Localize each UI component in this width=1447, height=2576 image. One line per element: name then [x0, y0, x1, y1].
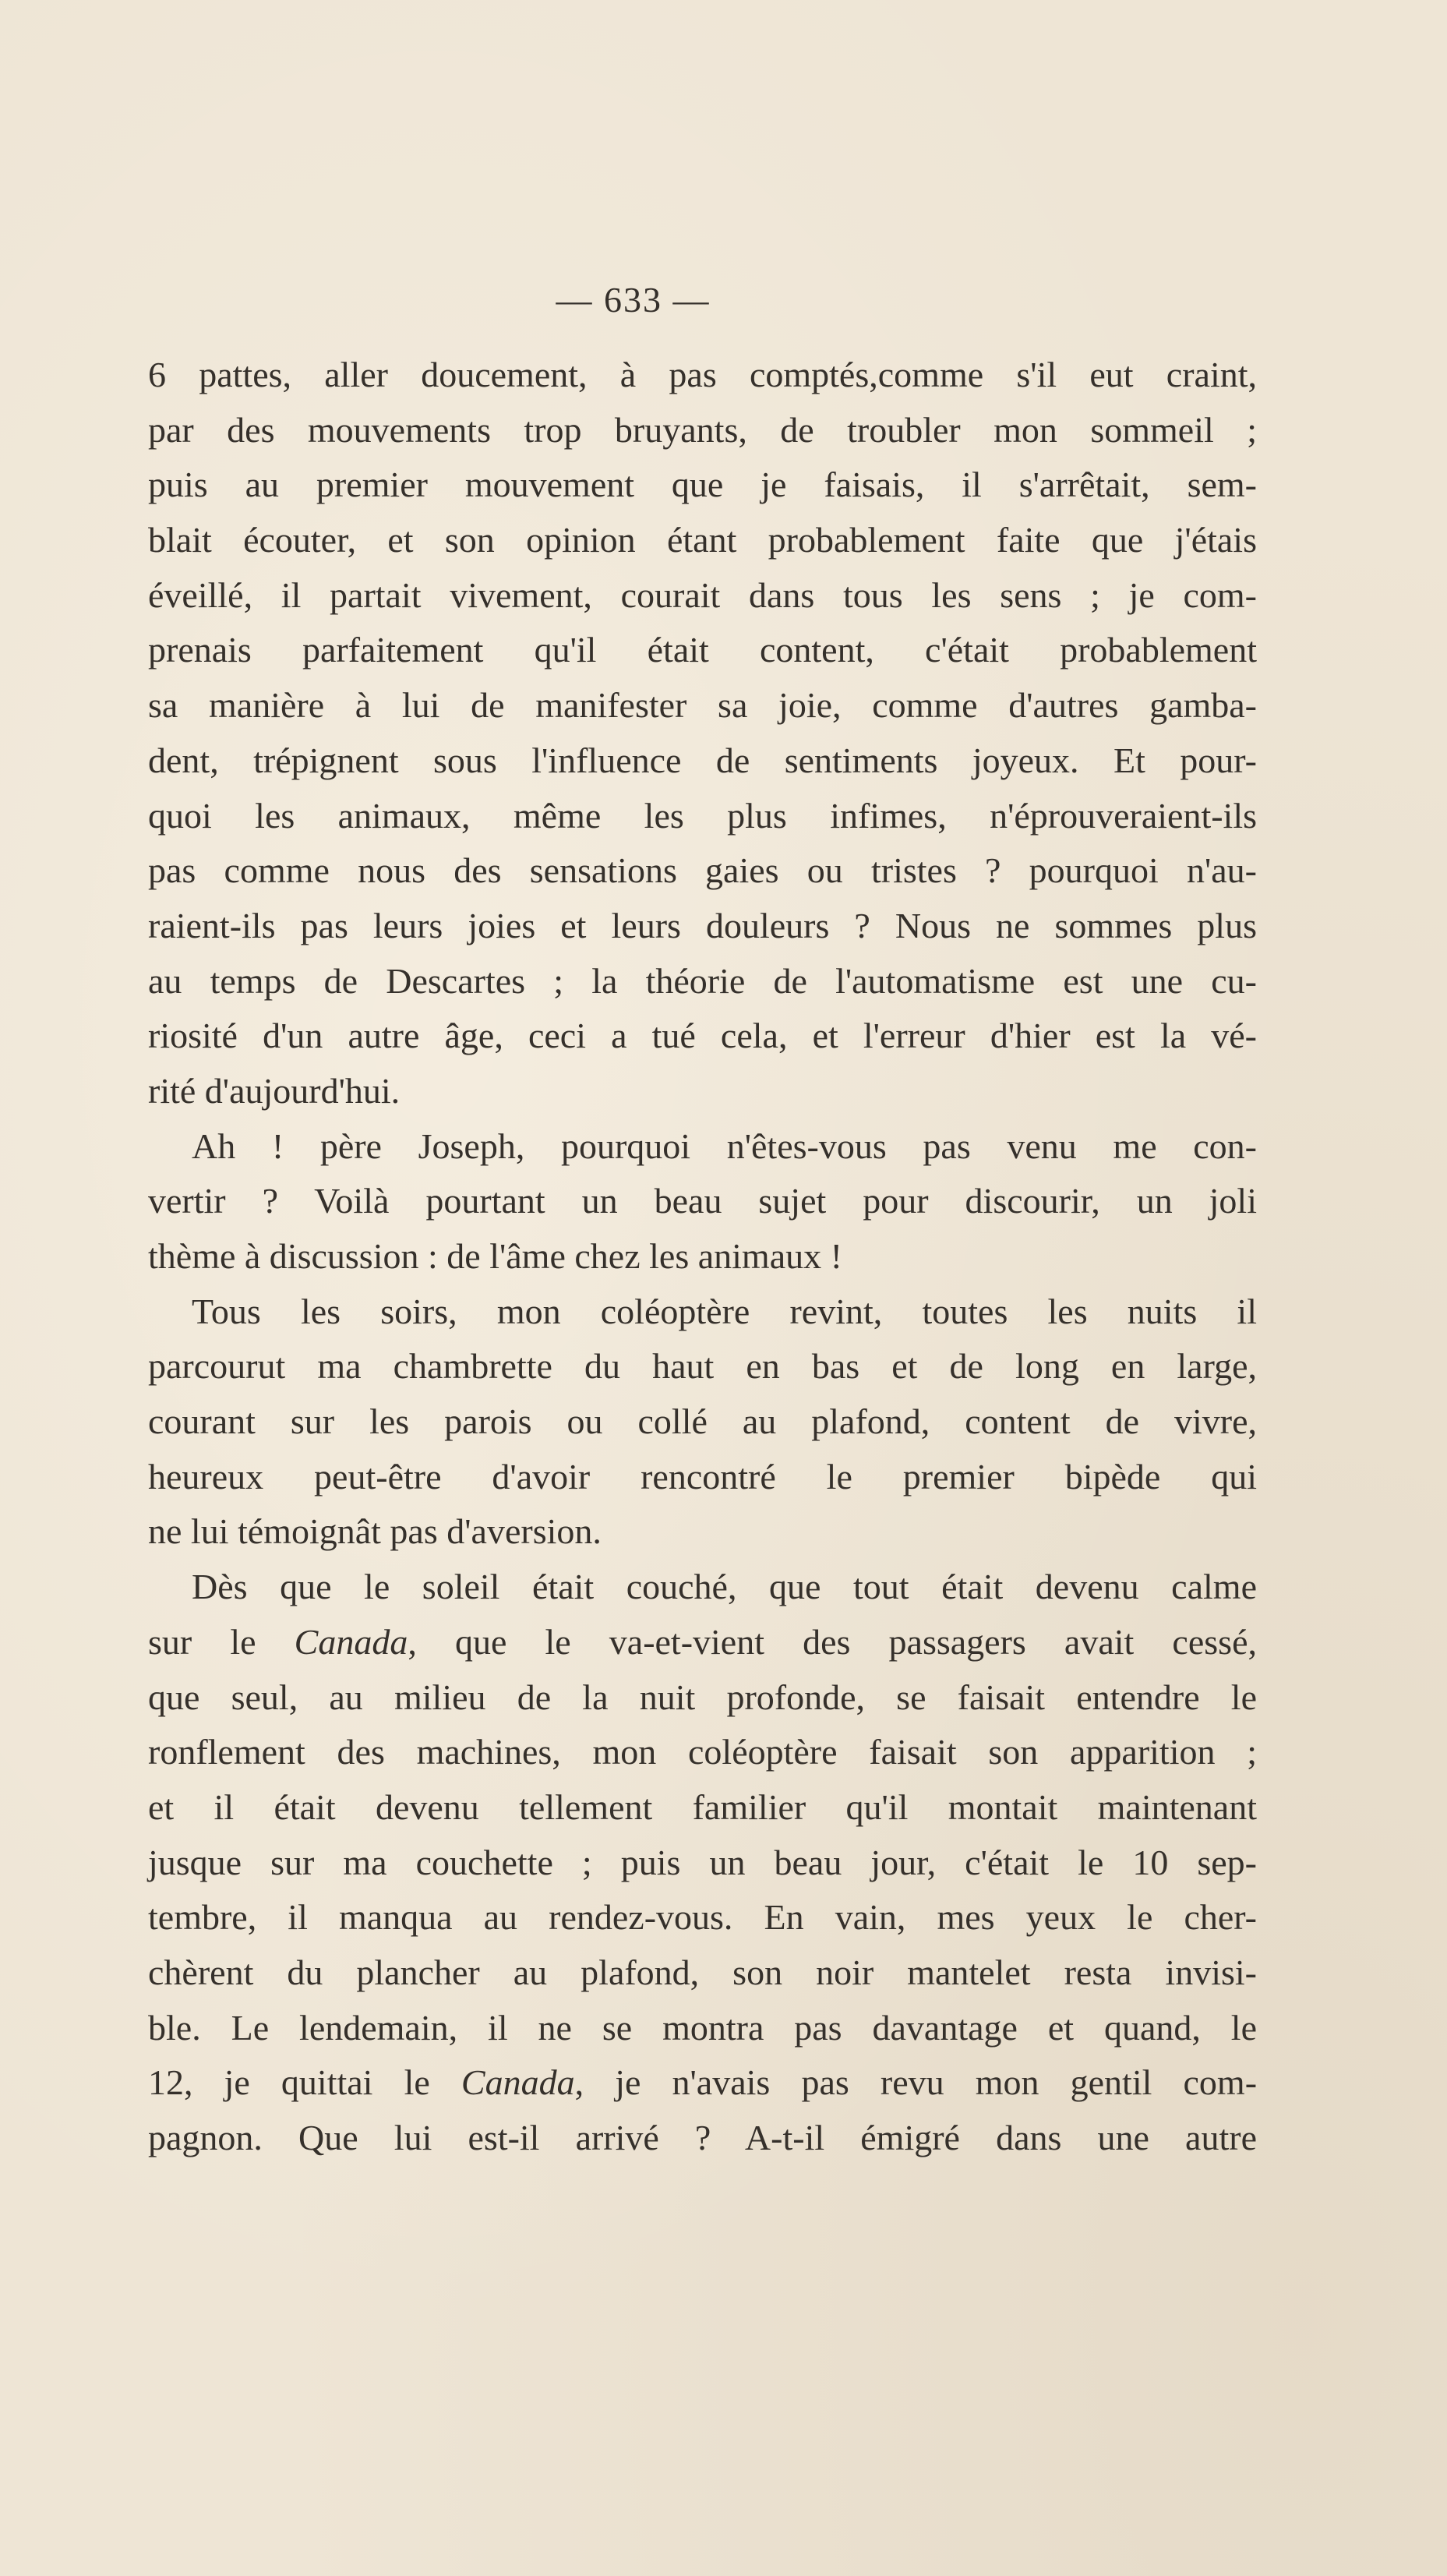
text-line: ne lui témoignât pas d'aversion. — [148, 1511, 602, 1552]
text-line — [148, 2055, 1257, 2111]
text-line: rité d'aujourd'hui. — [148, 1070, 401, 1111]
text-line: dent, trépignent sous l'influence de sentiments joyeux. Et pour- — [148, 740, 1257, 780]
text-line: tembre, il manqua au rendez-vous. En vain, mes yeux le cher- — [148, 1897, 1257, 1938]
text-line: prenais parfaitement qu'il était content, c'était probablement — [148, 630, 1257, 670]
text-line: chèrent du plancher au plafond, son noir mantelet resta invisi- — [148, 1952, 1257, 1992]
text-segment: , je n'avais pas revu mon gentil com- — [574, 2062, 1258, 2103]
italic-ship-name: Canada — [461, 2062, 575, 2103]
text-line: ronflement des machines, mon coléoptère faisait son apparition ; — [148, 1732, 1257, 1772]
text-line: courant sur les parois ou collé au plafond, content de vivre, — [148, 1401, 1257, 1442]
text-line: quoi les animaux, même les plus infimes, n'éprouveraient-ils — [148, 795, 1257, 836]
text-line: au temps de Descartes ; la théorie de l'automatisme est une cu- — [148, 960, 1257, 1001]
text-line: heureux peut-être d'avoir rencontré le premier bipède qui — [148, 1456, 1257, 1496]
text-segment: , que le va-et-vient des passagers avait cessé, — [408, 1621, 1257, 1662]
body-text — [148, 348, 1257, 2166]
text-line: par des mouvements trop bruyants, de troubler mon sommeil ; — [148, 409, 1257, 450]
text-line: Ah ! père Joseph, pourquoi n'êtes-vous pas venu me con- — [192, 1125, 1257, 1166]
text-line: vertir ? Voilà pourtant un beau sujet pour discourir, un joli — [148, 1181, 1257, 1221]
text-line: blait écouter, et son opinion étant probablement faite que j'étais — [148, 520, 1257, 560]
text-line: riosité d'un autre âge, ceci a tué cela, et l'erreur d'hier est la vé- — [148, 1016, 1257, 1056]
text-line: ble. Le lendemain, il ne se montra pas davantage et quand, le — [148, 2007, 1257, 2048]
page-number: — 633 — — [556, 280, 711, 320]
text-line: 6 pattes, aller doucement, à pas comptés,comme s'il eut craint, — [148, 355, 1257, 394]
text-line: éveillé, il partait vivement, courait dans tous les sens ; je com- — [148, 574, 1257, 615]
text-line: jusque sur ma couchette ; puis un beau jour, c'était le 10 sep- — [148, 1842, 1257, 1882]
text-line: parcourut ma chambrette du haut en bas et de long en large, — [148, 1346, 1257, 1387]
italic-ship-name: Canada — [294, 1621, 408, 1662]
text-line: Tous les soirs, mon coléoptère revint, toutes les nuits il — [192, 1291, 1257, 1331]
text-line: pagnon. Que lui est-il arrivé ? A-t-il émigré dans une autre — [148, 2118, 1257, 2157]
text-line: raient-ils pas leurs joies et leurs douleurs ? Nous ne sommes plus — [148, 905, 1257, 945]
text-line: et il était devenu tellement familier qu'il montait maintenant — [148, 1786, 1257, 1827]
text-line: sa manière à lui de manifester sa joie, comme d'autres gamba- — [148, 685, 1257, 726]
text-line: pas comme nous des sensations gaies ou tristes ? pourquoi n'au- — [148, 850, 1257, 891]
text-line: puis au premier mouvement que je faisais, il s'arrêtait, sem- — [148, 465, 1257, 505]
text-segment: 12, je quittai le — [148, 2062, 461, 2103]
text-segment: sur le — [148, 1621, 295, 1662]
text-line: que seul, au milieu de la nuit profonde, se faisait entendre le — [148, 1677, 1257, 1717]
text-line: thème à discussion : de l'âme chez les animaux ! — [148, 1236, 842, 1276]
text-line: Dès que le soleil était couché, que tout était devenu calme — [192, 1567, 1257, 1607]
text-line — [148, 1615, 1257, 1670]
